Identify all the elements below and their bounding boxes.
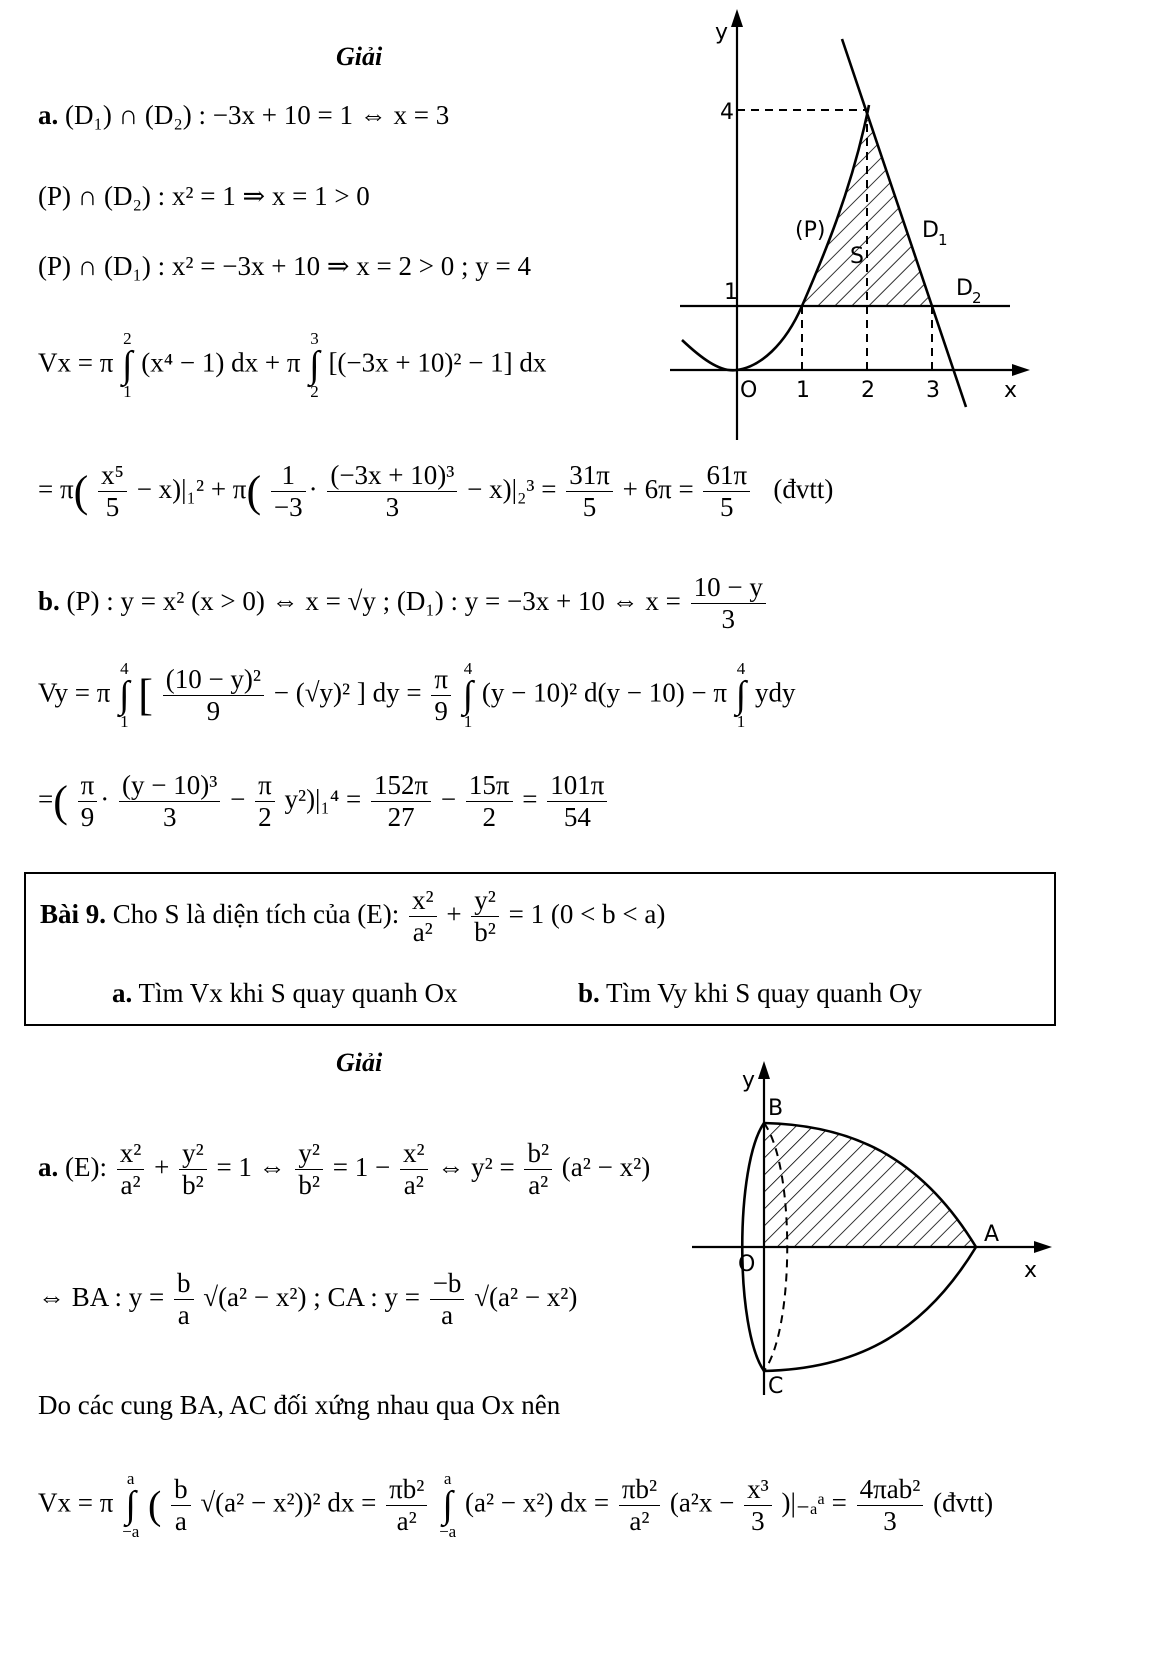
tick-x-3: 3 [926,378,940,403]
tick-y-4: 4 [720,100,734,125]
point-b-label: B [768,1096,784,1121]
integral-1: 2 ∫ 1 [122,329,133,402]
origin2-label: O [738,1252,756,1277]
part1-vx-result: = π( $\frac{\text{x⁵}}{5}$ − x)|₁² + π( $\frac{1}{-3}$ · $\frac{\text{(−3x + 10)³}}{3}$ − x)|₂³ = $\frac{31\pi}{5}$ + 6π = $\frac{61\pi}{5}$ (đvtt) [38,460,834,523]
graph-parabola-lines [660,5,1040,445]
origin-label: O [740,378,758,403]
part2-vx-line: Vx = π a ∫ −a ( $\frac{b}{a}$ √(a² − x²))² dx = $\frac{\text{πb²}}{\text{a²}}$ a ∫ −a (a² − x²) dx = $\frac{\text{πb²}}{\text{a²}}$ (a²x − $\frac{\text{x³}}{3}$ )|₋ₐᵃ = $\frac{\text{4πab²}}{3}$ (đvtt) [38,1469,994,1542]
label-p: (P) [795,218,826,243]
part1-a-line3: (P) ∩ (D₁) : x² = −3x + 10 ⇒ x = 2 > 0 ; y = 4 [38,251,531,281]
vx-int2-body: [(−3x + 10)² − 1] dx [328,347,547,378]
solution-heading-2: Giải [336,1048,383,1077]
solution-heading-1: Giải [336,42,383,71]
graph-ellipse-rotation [680,1055,1060,1400]
integral-2: 3 ∫ 2 [309,329,320,402]
point-a-label: A [984,1222,1000,1247]
y-axis-2-arrow [758,1061,770,1079]
axis-y-label: y [715,20,729,45]
axis-x-label: x [1004,378,1018,403]
point-c-label: C [768,1374,784,1399]
label-d2-sub: 2 [972,289,982,307]
label-d1: D [922,218,939,243]
part1-vx-integral [38,330,546,400]
bai9-question-b: b. Tìm Vy khi S quay quanh Oy [578,978,923,1008]
part1-a-line2: (P) ∩ (D₂) : x² = 1 ⇒ x = 1 > 0 [38,181,370,211]
part1-a-line1-text: (D₁) ∩ (D₂) : −3x + 10 = 1 ⇔ x = 3 [65,100,450,130]
axis-x2-label: x [1024,1258,1038,1283]
part1-a-label: a. [38,100,59,130]
label-s: S [850,244,864,269]
bai9-title: Bài 9. [40,898,107,929]
part1-a-line1 [38,100,449,131]
part2-arcs-line: ⇔ BA : y = $\frac{b}{a}$ √(a² − x²) ; CA : y = $\frac{-b}{a}$ √(a² − x²) [38,1268,578,1331]
unit-dvtt: (đvtt) [773,473,834,504]
x-axis-arrow [1012,364,1030,376]
label-d2: D [956,276,973,301]
tick-x-2: 2 [861,378,875,403]
part1-vy-result: =( $\frac{\pi}{9}$ · $\frac{\text{(y − 10)³}}{3}$ − $\frac{\pi}{2}$ y²)|₁⁴ = $\frac{152\pi}{27}$ − $\frac{15\pi}{2}$ = $\frac{101\pi}{54}$ [38,770,610,833]
bai9-question-a: a. Tìm Vx khi S quay quanh Ox [112,978,458,1008]
part2-a-line: a. (E): $\frac{\text{x²}}{\text{a²}}$ + $\frac{\text{y²}}{\text{b²}}$ = 1 ⇔ $\frac{\text{y²}}{\text{b²}}$ = 1 − $\frac{\text{x²}}{\text{a²}}$ ⇔ y² = $\frac{\text{b²}}{\text{a²}}$ (a² − x²) [38,1138,651,1201]
vx-int1-body: (x⁴ − 1) dx + π [141,347,301,378]
part1-b-label: b. [38,585,60,616]
part1-b-line: b. (P) : y = x² (x > 0) ⇔ x = √y ; (D₁) : y = −3x + 10 ⇔ x = $\frac{10 - y}{3}$ [38,572,769,635]
axis-y2-label: y [742,1068,756,1093]
x-axis-2-arrow [1034,1241,1052,1253]
y-axis-arrow [731,9,743,27]
part1-vy-integral: Vy = π 4 ∫ 1 [ $\frac{\text{(10 − y)²}}{9}$ − (√y)² ] dy = $\frac{\pi}{9}$ 4 ∫ 1 (y − 10)² d(y − 10) − π 4 ∫ 1 ydy [38,659,796,732]
tick-y-1: 1 [724,280,738,305]
hatched-quarter [764,1123,976,1247]
bai9-statement: Bài 9. Cho S là diện tích của (E): $\frac{\text{x²}}{\text{a²}}$ + $\frac{\text{y²}}{\text{b²}}$ = 1 (0 < b < a) [40,885,666,948]
vx-lhs: Vx = π [38,347,114,378]
tick-x-1: 1 [796,378,810,403]
part2-symmetry-text: Do các cung BA, AC đối xứng nhau qua Ox nên [38,1390,561,1420]
label-d1-sub: 1 [938,231,948,249]
